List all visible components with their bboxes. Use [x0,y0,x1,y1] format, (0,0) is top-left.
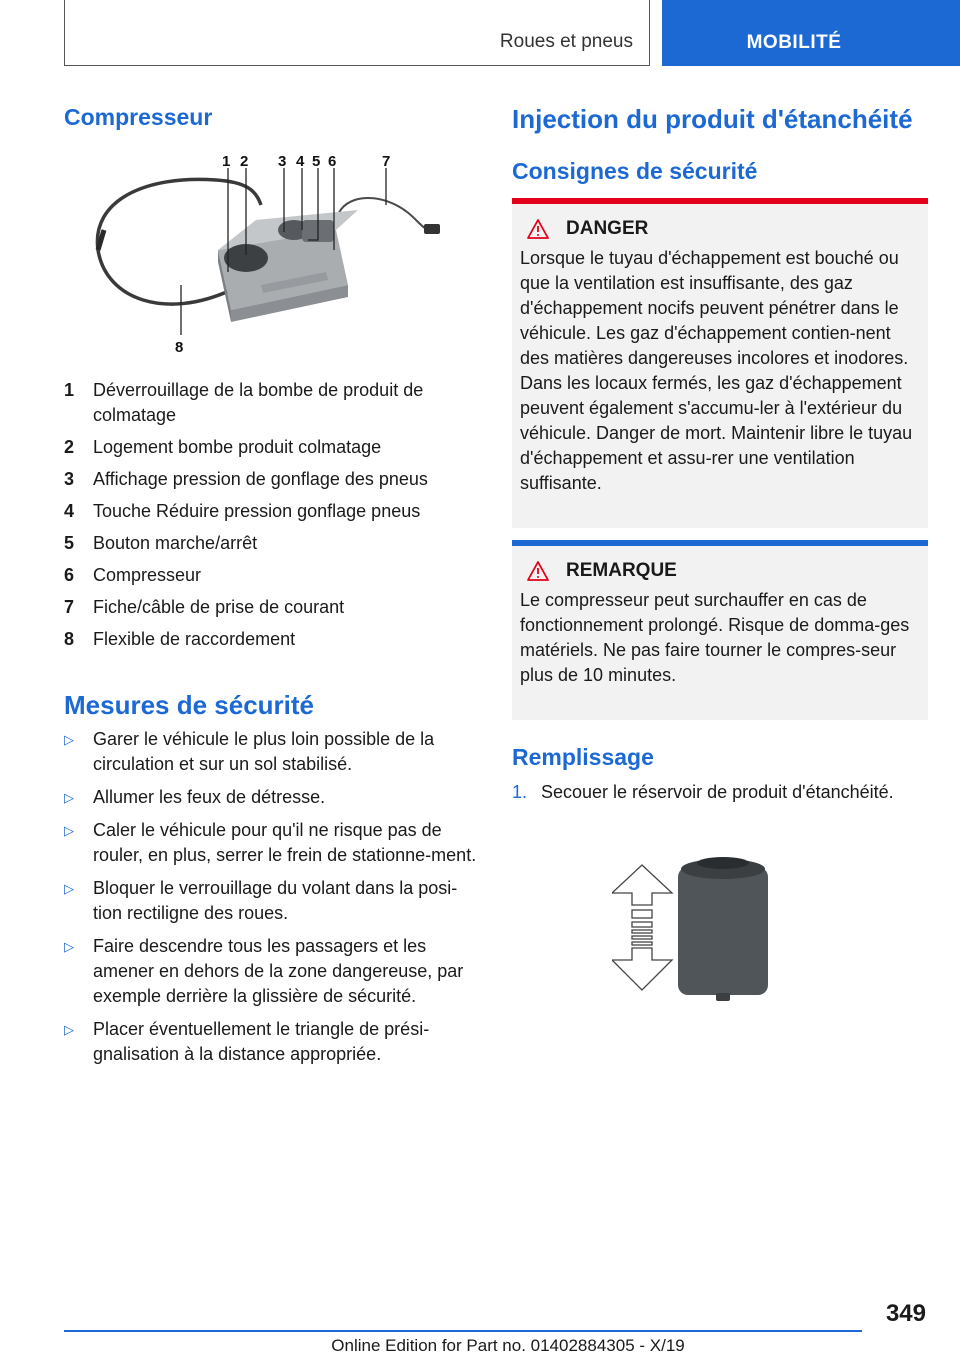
legend-item [64,531,484,556]
page-number: 349 [885,1300,926,1327]
compressor-legend [64,378,484,659]
footer-divider [64,1330,862,1332]
danger-box [512,198,928,528]
danger-bar [512,198,928,204]
legend-text: Bouton marche/arrêt [93,533,258,553]
figure-label-3: 3 [278,153,287,170]
compressor-heading: Compresseur [64,104,213,130]
legend-text: Déverrouillage de la bombe de produit de colmatage [93,380,424,425]
step-item [512,780,928,805]
bullet-text: Garer le véhicule le plus loin possible de la circulation et sur un sol stabilisé. [93,729,435,774]
legend-text: Touche Réduire pression gonflage pneus [93,501,421,521]
step-number: 1. [512,782,528,802]
bullet-text: Caler le véhicule pour qu'il ne risque pas de rouler, en plus, serrer le frein de stationne‐ment. [93,820,477,865]
legend-item [64,627,484,652]
header-section-box [64,0,650,66]
danger-title [526,218,920,240]
legend-item [64,595,484,620]
legend-text: Fiche/câble de prise de courant [93,597,345,617]
figure-label-2: 2 [240,153,249,170]
legend-text: Affichage pression de gonflage des pneus [93,469,428,489]
legend-number: 7 [64,597,75,617]
bullet-text: Bloquer le verrouillage du volant dans la posi‐tion rectiligne des roues. [93,878,458,923]
header-chapter-label: MOBILITÉ [746,32,842,53]
compressor-figure [86,150,456,365]
bullet-item [64,1017,484,1067]
danger-label: DANGER [566,218,649,239]
header-section-title: Roues et pneus [499,31,633,52]
figure-label-8: 8 [175,339,184,356]
bullet-text: Allumer les feux de détresse. [93,787,326,807]
remarque-text: Le compresseur peut surchauffer en cas de fonctionnement prolongé. Risque de domma‐ges matériels. Ne pas faire tourner le compres‐seur plus de 10 minutes. [520,590,910,685]
safety-instructions-heading: Consignes de sécurité [512,158,758,184]
legend-number: 5 [64,533,75,553]
legend-item [64,435,484,460]
bullet-item [64,818,484,868]
legend-item [64,467,484,492]
legend-text: Compresseur [93,565,202,585]
sealant-can-figure [612,855,782,1005]
remarque-box [512,540,928,720]
legend-number: 8 [64,629,75,649]
legend-number: 4 [64,501,75,521]
warning-triangle-icon [526,560,550,582]
legend-item [64,563,484,588]
bullet-item [64,934,484,1009]
warning-triangle-icon [526,218,550,240]
bullet-triangle-icon: ▷ [64,732,74,747]
legend-number: 1 [64,380,75,400]
bullet-triangle-icon: ▷ [64,823,74,838]
footer-edition: Online Edition for Part no. 01402884305 - X/19 [331,1336,685,1355]
figure-label-1: 1 [222,153,231,170]
remarque-label: REMARQUE [566,560,677,581]
legend-number: 2 [64,437,75,457]
legend-text: Flexible de raccordement [93,629,296,649]
legend-number: 6 [64,565,75,585]
legend-number: 3 [64,469,75,489]
bullet-text: Faire descendre tous les passagers et les amener en dehors de la zone dangereuse, par exemple derrière la glissière de sécurité. [93,936,464,1006]
bullet-text: Placer éventuellement le triangle de prési‐gnalisation à la distance appropriée. [93,1019,430,1064]
danger-text: Lorsque le tuyau d'échappement est bouché ou que la ventilation est insuffisante, des gaz d'échappement nocifs peuvent pénétrer dans le véhicule. Les gaz d'échappement contien‐nent des matières dangereuses incolores et inodores. Dans les locaux fermés, les gaz d'échappement peuvent également s'accumu‐ler à l'extérieur du véhicule. Danger de mort. Maintenir libre le tuyau d'échappement et assu‐rer une ventilation suffisante. [520,248,913,493]
remarque-title [526,560,920,582]
bullet-item [64,727,484,777]
legend-item [64,499,484,524]
remarque-bar [512,540,928,546]
fill-heading: Remplissage [512,744,654,770]
bullet-triangle-icon: ▷ [64,1022,74,1037]
injection-heading: Injection du produit d'étanchéité [512,104,913,134]
header-chapter-tab[interactable] [662,0,960,66]
figure-label-4: 4 [296,153,305,170]
safety-bullets [64,727,484,1075]
safety-heading: Mesures de sécurité [64,690,315,720]
bullet-triangle-icon: ▷ [64,881,74,896]
bullet-item [64,876,484,926]
figure-label-7: 7 [382,153,391,170]
figure-label-5: 5 [312,153,321,170]
legend-item [64,378,484,428]
legend-text: Logement bombe produit colmatage [93,437,382,457]
bullet-triangle-icon: ▷ [64,790,74,805]
bullet-triangle-icon: ▷ [64,939,74,954]
bullet-item [64,785,484,810]
step-text: Secouer le réservoir de produit d'étanchéité. [541,782,894,802]
figure-label-6: 6 [328,153,337,170]
